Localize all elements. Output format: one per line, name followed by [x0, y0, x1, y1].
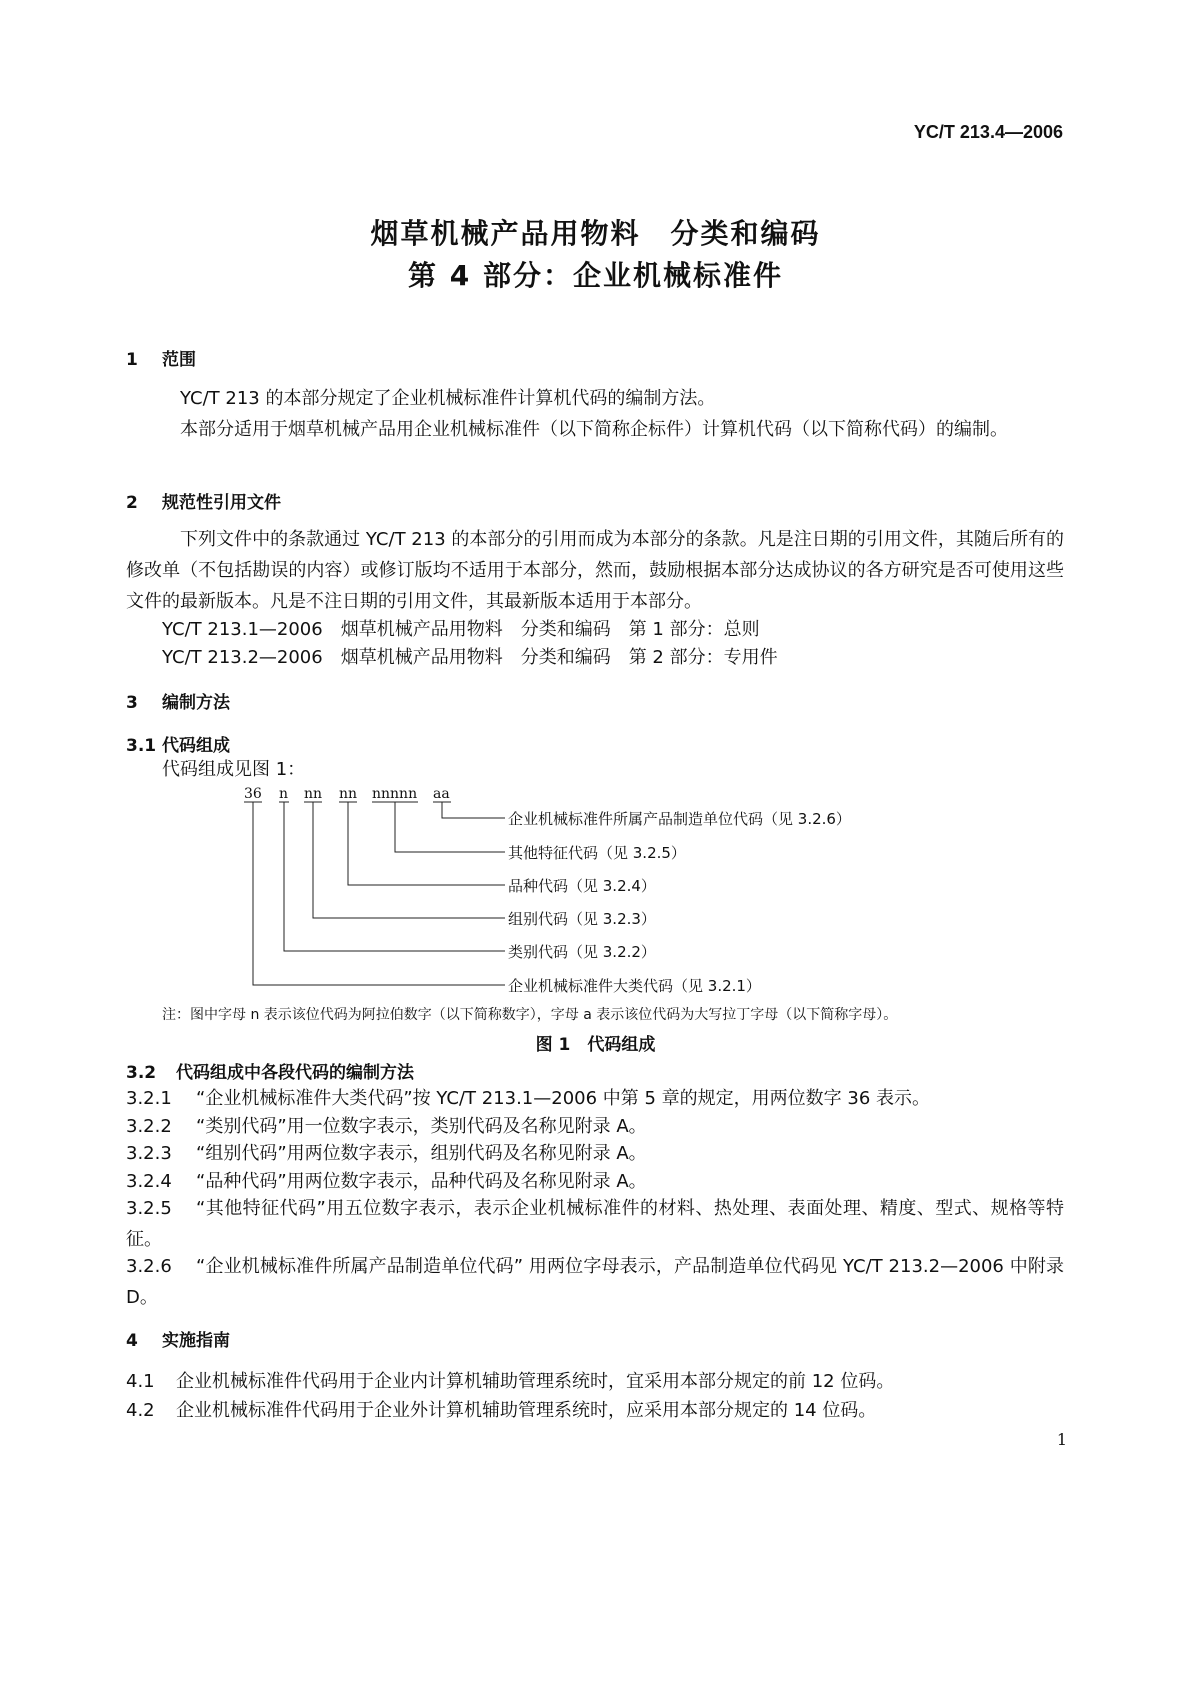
figure-label-maker: 企业机械标准件所属产品制造单位代码（见 3.2.6）: [508, 810, 851, 828]
section-2-para-1: 下列文件中的条款通过 YC/T 213 的本部分的引用而成为本部分的条款。凡是注日期的引用文件，其随后所有的修改单（不包括勘误的内容）或修订版均不适用于本部分，然而，鼓励根据本部分达成协议的各方研究是否可使用这些文件的最新版本。凡是不注日期的引用文件，其最新版本适用于本部分。: [126, 529, 1064, 612]
reference-2: YC/T 213.2—2006 烟草机械产品用物料 分类和编码 第 2 部分：专用件: [162, 647, 778, 668]
code-segment-36: 36: [244, 786, 262, 802]
clause-text: “组别代码”用两位数字表示，组别代码及名称见附录 A。: [196, 1143, 647, 1164]
section-number: 4: [126, 1331, 138, 1351]
figure-caption: 图 1 代码组成: [535, 1035, 656, 1055]
clause-text: “企业机械标准件大类代码”按 YC/T 213.1—2006 中第 5 章的规定，用两位数字 36 表示。: [196, 1088, 931, 1109]
figure-intro: 代码组成见图 1：: [162, 759, 306, 780]
section-number: 2: [126, 493, 138, 513]
section-title: 代码组成: [162, 736, 230, 756]
clause-3-2-6: [126, 1251, 1064, 1313]
section-3-2-heading: [126, 1058, 414, 1083]
figure-label-category: 类别代码（见 3.2.2）: [508, 943, 656, 961]
figure-note: 注：图中字母 n 表示该位代码为阿拉伯数字（以下简称数字），字母 a 表示该位代码为大写拉丁字母（以下简称字母）。: [162, 1007, 898, 1023]
code-segment-group: nn: [304, 786, 323, 802]
clause-text: “其他特征代码”用五位数字表示，表示企业机械标准件的材料、热处理、表面处理、精度、型式、规格等特征。: [126, 1198, 1064, 1250]
clause-text: “品种代码”用两位数字表示，品种代码及名称见附录 A。: [196, 1171, 647, 1192]
section-number: 3.1: [126, 736, 157, 756]
section-title: 范围: [162, 350, 196, 370]
code-segment-variety: nn: [339, 786, 358, 802]
figure-label-major-class: 企业机械标准件大类代码（见 3.2.1）: [508, 977, 761, 995]
code-segment-feature: nnnnn: [372, 786, 418, 802]
clause-3-2-5: [126, 1193, 1064, 1255]
section-number: 3: [126, 693, 138, 713]
clause-text: 企业机械标准件代码用于企业内计算机辅助管理系统时，宜采用本部分规定的前 12 位码。: [176, 1371, 895, 1392]
clause-number: 3.2.4: [126, 1171, 172, 1192]
figure-label-group: 组别代码（见 3.2.3）: [508, 910, 656, 928]
section-1-para-2: 本部分适用于烟草机械产品用企业机械标准件（以下简称企标件）计算机代码（以下简称代码）的编制。: [180, 419, 1008, 440]
code-segment-maker: aa: [433, 786, 450, 802]
figure-label-variety: 品种代码（见 3.2.4）: [508, 877, 656, 895]
clause-number: 3.2.2: [126, 1116, 172, 1137]
clause-text: “类别代码”用一位数字表示，类别代码及名称见附录 A。: [196, 1116, 647, 1137]
page-number: 1: [1056, 1430, 1067, 1449]
clause-3-2-3: [126, 1138, 647, 1169]
code-segment-n: n: [279, 786, 289, 802]
clause-number: 3.2.5: [126, 1198, 172, 1219]
doc-title-line2: 第 4 部分：企业机械标准件: [408, 259, 783, 292]
section-number: 1: [126, 350, 138, 370]
doc-title-line1: 烟草机械产品用物料 分类和编码: [370, 217, 821, 250]
clause-number: 3.2.6: [126, 1256, 172, 1277]
clause-3-2-1: [126, 1083, 930, 1114]
section-title: 实施指南: [162, 1331, 230, 1351]
standard-number: YC/T 213.4—2006: [913, 122, 1063, 142]
clause-text: 企业机械标准件代码用于企业外计算机辅助管理系统时，应采用本部分规定的 14 位码。: [176, 1400, 877, 1421]
reference-1: YC/T 213.1—2006 烟草机械产品用物料 分类和编码 第 1 部分：总则: [162, 619, 760, 640]
clause-number: 4.1: [126, 1371, 155, 1392]
section-number: 3.2: [126, 1063, 157, 1083]
section-title: 编制方法: [162, 693, 230, 713]
clause-number: 3.2.1: [126, 1088, 172, 1109]
clause-text: “企业机械标准件所属产品制造单位代码” 用两位字母表示，产品制造单位代码见 YC/T 213.2—2006 中附录 D。: [126, 1256, 1064, 1308]
figure-label-feature: 其他特征代码（见 3.2.5）: [508, 844, 686, 862]
section-title: 代码组成中各段代码的编制方法: [176, 1063, 414, 1083]
section-title: 规范性引用文件: [162, 493, 281, 513]
clause-4-2: [126, 1395, 876, 1426]
section-4-heading: [126, 1326, 230, 1351]
clause-number: 4.2: [126, 1400, 155, 1421]
clause-number: 3.2.3: [126, 1143, 172, 1164]
clause-4-1: [126, 1366, 894, 1397]
section-1-para-1: YC/T 213 的本部分规定了企业机械标准件计算机代码的编制方法。: [180, 388, 716, 409]
